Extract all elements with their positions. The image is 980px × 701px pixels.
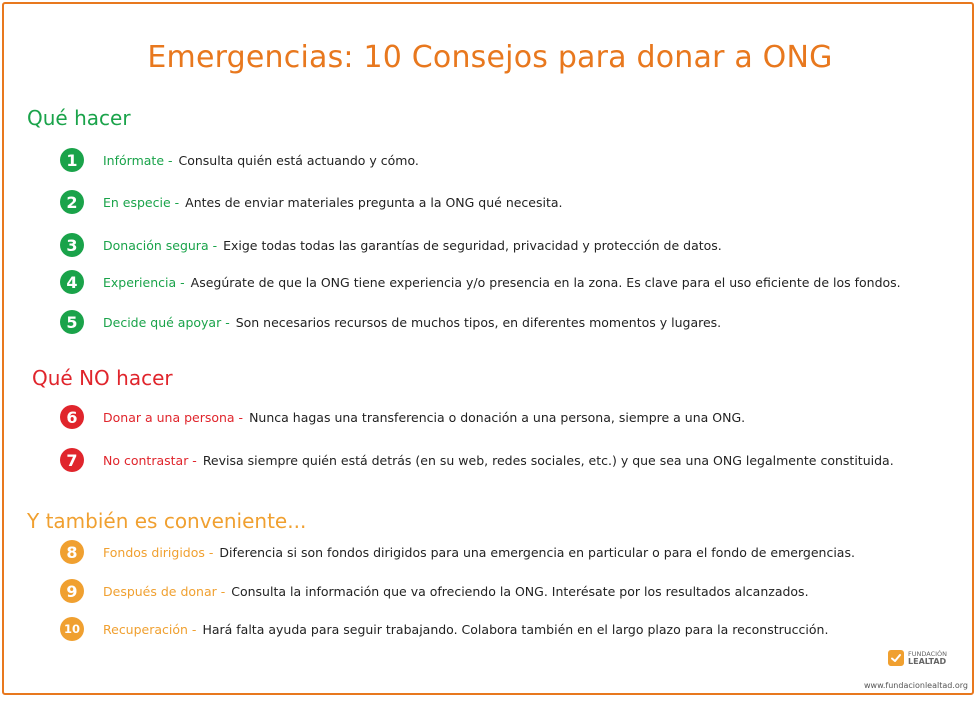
item-description: Exige todas todas las garantías de seguridad, privacidad y protección de datos. [223,237,722,253]
footer-url: www.fundacionlealtad.org [863,681,968,690]
list-item [60,189,563,215]
item-description: Consulta quién está actuando y cómo. [178,152,419,168]
section-heading-que-no-hacer: Qué NO hacer [32,366,173,390]
list-item [60,539,855,565]
list-item [60,269,901,295]
item-title: Donar a una persona - [103,409,244,425]
number-badge: 5 [60,310,84,334]
list-item [60,578,809,604]
item-description: Hará falta ayuda para seguir trabajando. Colabora también en el largo plazo para la reconstrucción. [202,621,829,637]
logo-text [908,650,947,666]
number-badge: 1 [60,148,84,172]
number-badge: 9 [60,579,84,603]
number-badge: 3 [60,233,84,257]
number-badge: 6 [60,405,84,429]
item-title: Donación segura - [103,237,218,253]
list-item [60,147,419,173]
fundacion-lealtad-logo [888,650,947,666]
item-title: Infórmate - [103,152,173,168]
number-badge: 8 [60,540,84,564]
number-badge: 7 [60,448,84,472]
section-heading-tambien-conveniente: Y también es conveniente... [27,509,307,533]
item-description: Revisa siempre quién está detrás (en su web, redes sociales, etc.) y que sea una ONG legalmente constituida. [202,452,894,468]
item-title: No contrastar - [103,452,197,468]
item-title: En especie - [103,194,180,210]
item-title: Recuperación - [103,621,197,637]
list-item [60,232,722,258]
list-item [60,447,894,473]
item-title: Fondos dirigidos - [103,544,214,560]
check-icon [888,650,904,666]
item-description: Asegúrate de que la ONG tiene experiencia y/o presencia en la zona. Es clave para el uso eficiente de los fondos. [190,274,901,290]
number-badge: 4 [60,270,84,294]
item-description: Son necesarios recursos de muchos tipos, en diferentes momentos y lugares. [235,314,722,330]
item-description: Nunca hagas una transferencia o donación a una persona, siempre a una ONG. [249,409,746,425]
number-badge: 10 [60,617,84,641]
logo-text-bottom: LEALTAD [908,657,947,666]
item-title: Después de donar - [103,583,226,599]
item-title: Decide qué apoyar - [103,314,230,330]
item-title: Experiencia - [103,274,185,290]
list-item [60,309,721,335]
list-item [60,404,745,430]
item-description: Diferencia si son fondos dirigidos para una emergencia en particular o para el fondo de emergencias. [219,544,855,560]
logo-text-top: FUNDACIÓN [908,650,948,658]
list-item [60,616,828,642]
item-description: Antes de enviar materiales pregunta a la ONG qué necesita. [185,194,563,210]
section-heading-que-hacer: Qué hacer [27,106,131,130]
number-badge: 2 [60,190,84,214]
item-description: Consulta la información que va ofreciendo la ONG. Interésate por los resultados alcanzados. [231,583,809,599]
page-title: Emergencias: 10 Consejos para donar a ONG [147,40,833,75]
